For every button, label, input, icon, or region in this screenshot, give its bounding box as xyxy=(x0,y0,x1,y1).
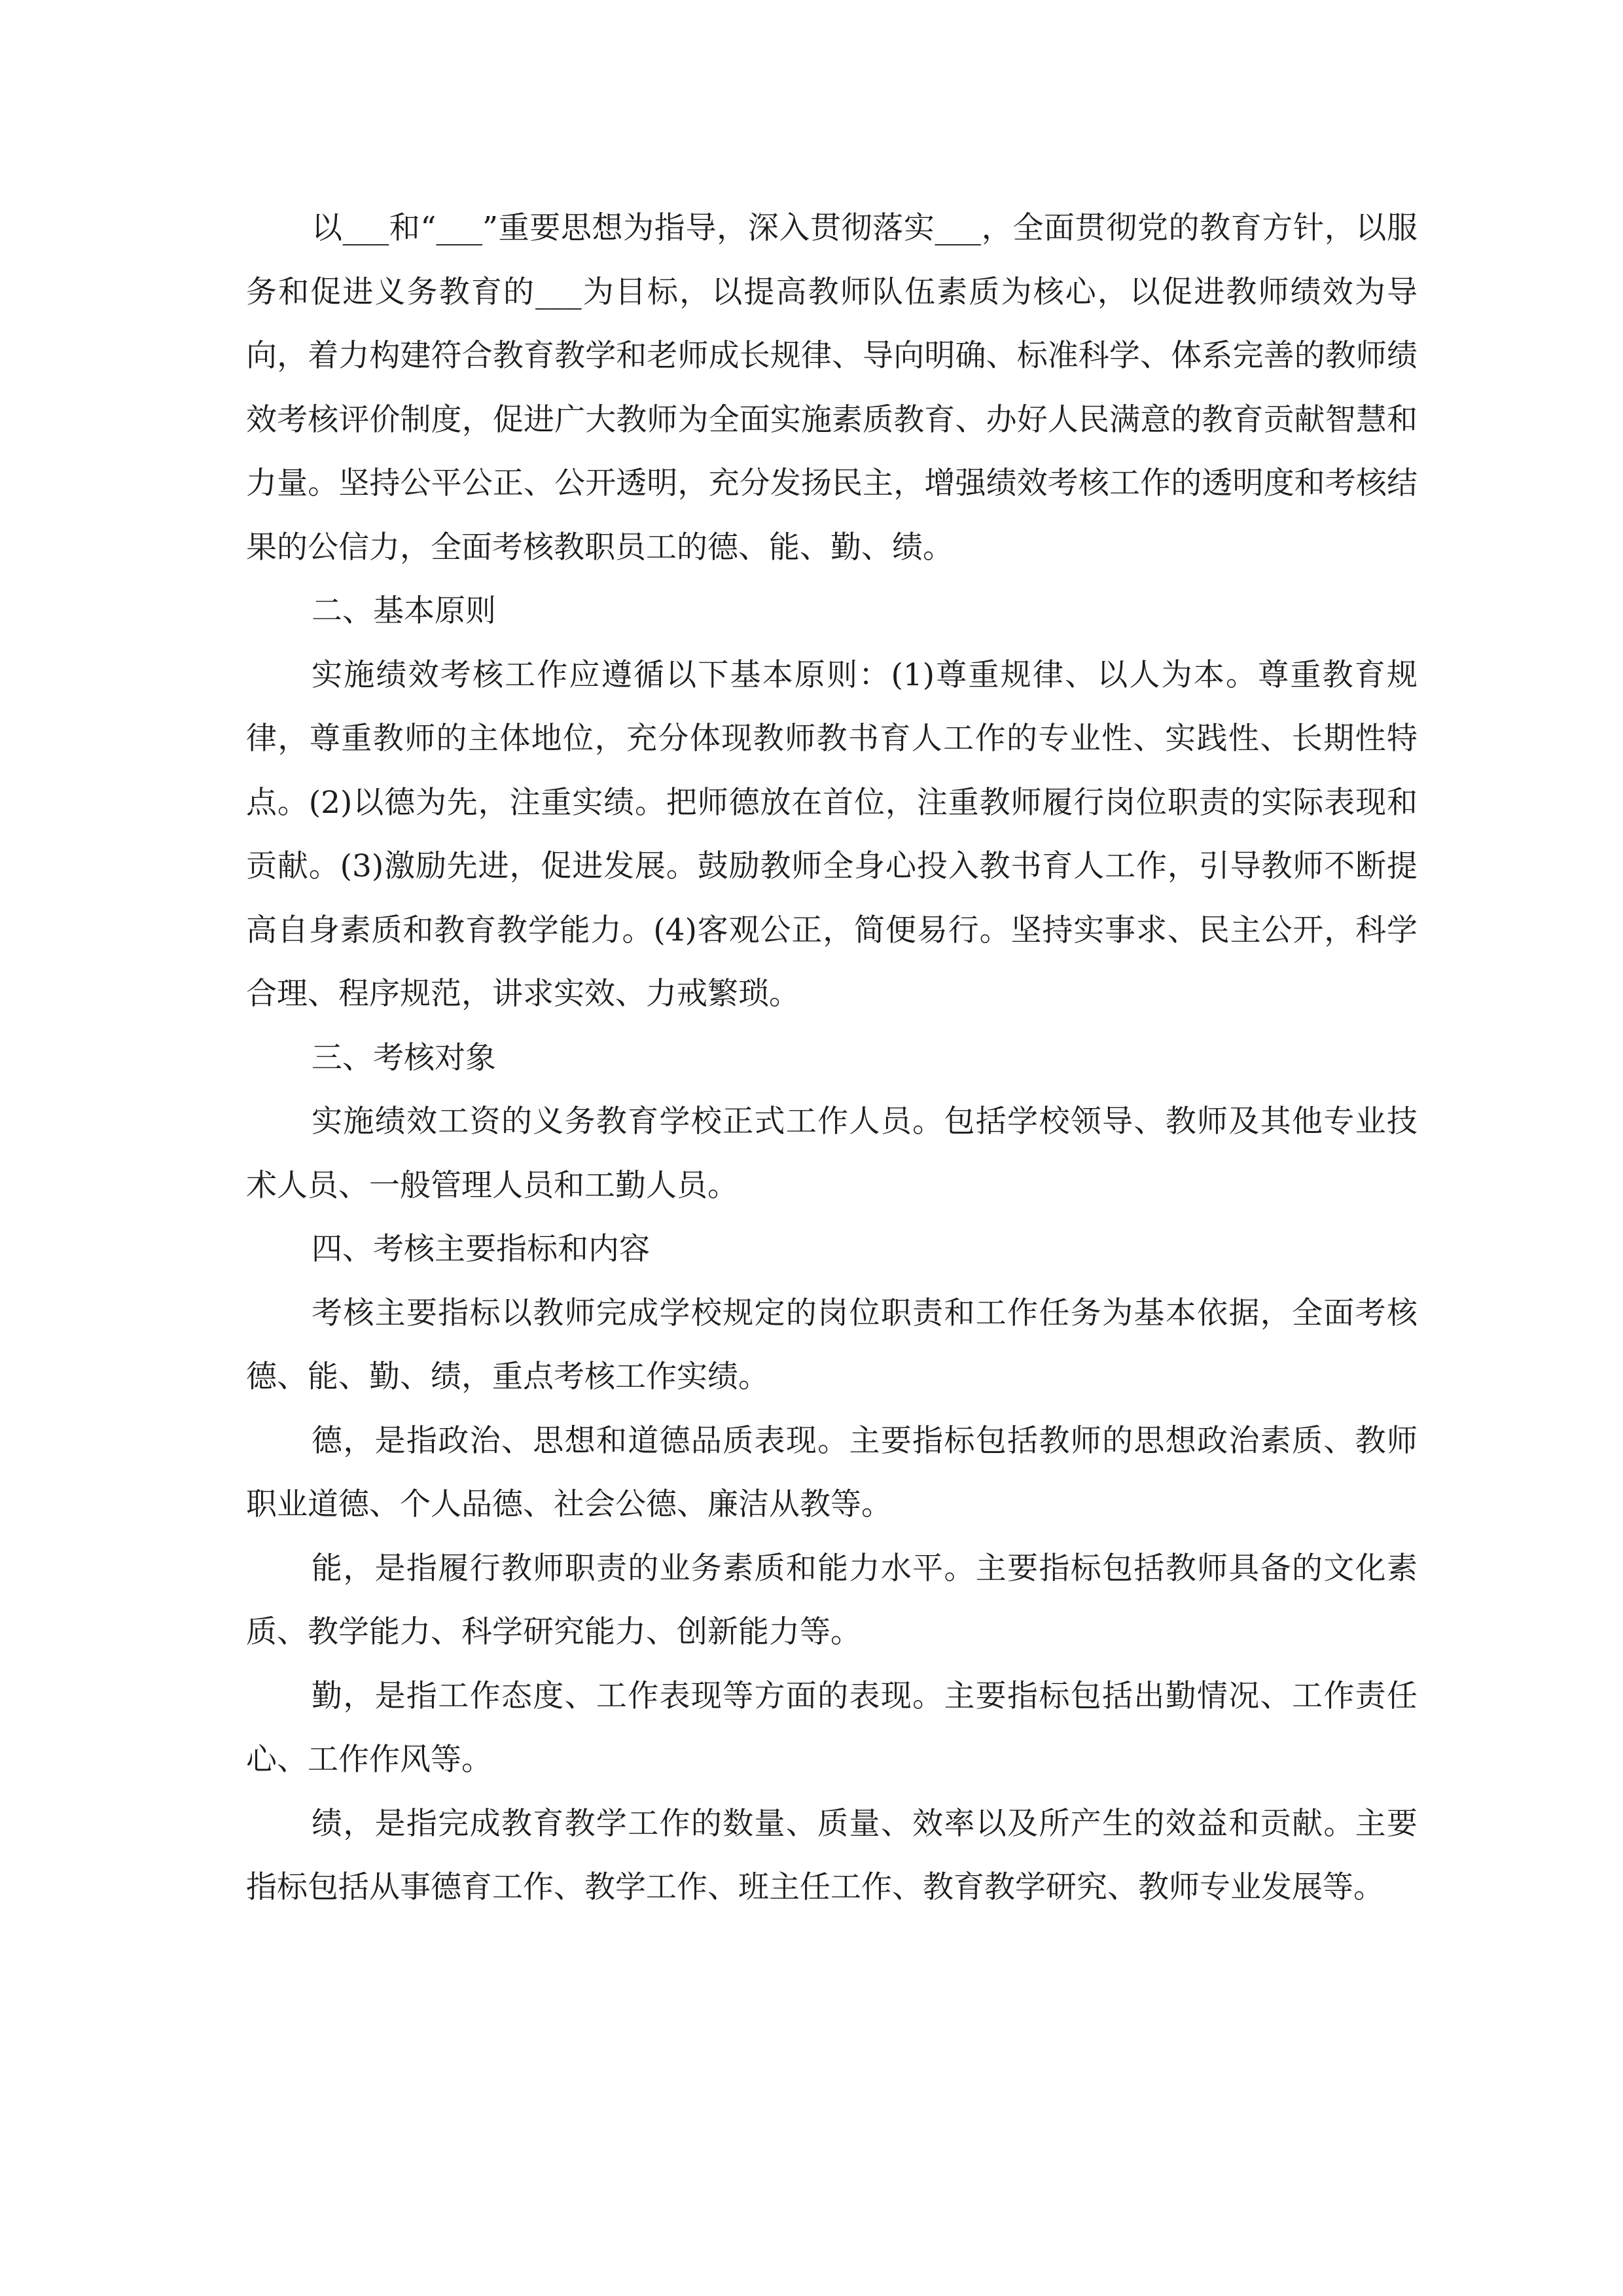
paragraph-guiding-ideology: 以___和“___”重要思想为指导，深入贯彻落实___，全面贯彻党的教育方针，以服务和促进义务教育的___为目标，以提高教师队伍素质为核心，以促进教师绩效为导向，着力构建符合教育教学和老师成长规律、导向明确、标准科学、体系完善的教师绩效考核评价制度，促进广大教师为全面实施素质教育、办好人民满意的教育贡献智慧和力量。坚持公平公正、公开透明，充分发扬民主，增强绩效考核工作的透明度和考核结果的公信力，全面考核教职员工的德、能、勤、绩。 xyxy=(246,210,1418,565)
document-body xyxy=(246,196,1418,1920)
paragraph-diligence: 勤，是指工作态度、工作表现等方面的表现。主要指标包括出勤情况、工作责任心、工作作风等。 xyxy=(246,1677,1418,1778)
paragraph-ability: 能，是指履行教师职责的业务素质和能力水平。主要指标包括教师具备的文化素质、教学能力、科学研究能力、创新能力等。 xyxy=(246,1550,1418,1650)
heading-assessment-targets: 三、考核对象 xyxy=(312,1039,496,1076)
heading-basic-principles: 二、基本原则 xyxy=(312,593,496,629)
paragraph-indicators-content: 考核主要指标以教师完成学校规定的岗位职责和工作任务为基本依据，全面考核德、能、勤、绩，重点考核工作实绩。 xyxy=(246,1295,1418,1395)
paragraph-performance: 绩，是指完成教育教学工作的数量、质量、效率以及所产生的效益和贡献。主要指标包括从事德育工作、教学工作、班主任工作、教育教学研究、教师专业发展等。 xyxy=(246,1805,1418,1905)
heading-indicators-content: 四、考核主要指标和内容 xyxy=(312,1231,650,1267)
paragraph-basic-principles: 实施绩效考核工作应遵循以下基本原则：(1)尊重规律、以人为本。尊重教育规律，尊重教师的主体地位，充分体现教师教书育人工作的专业性、实践性、长期性特点。(2)以德为先，注重实绩。把师德放在首位，注重教师履行岗位职责的实际表现和贡献。(3)激励先进，促进发展。鼓励教师全身心投入教书育人工作，引导教师不断提高自身素质和教育教学能力。(4)客观公正，简便易行。坚持实事求、民主公开，科学合理、程序规范，讲求实效、力戒繁琐。 xyxy=(246,656,1418,1012)
paragraph-morality: 德，是指政治、思想和道德品质表现。主要指标包括教师的思想政治素质、教师职业道德、个人品德、社会公德、廉洁从教等。 xyxy=(246,1422,1418,1522)
paragraph-assessment-targets: 实施绩效工资的义务教育学校正式工作人员。包括学校领导、教师及其他专业技术人员、一般管理人员和工勤人员。 xyxy=(246,1103,1418,1204)
